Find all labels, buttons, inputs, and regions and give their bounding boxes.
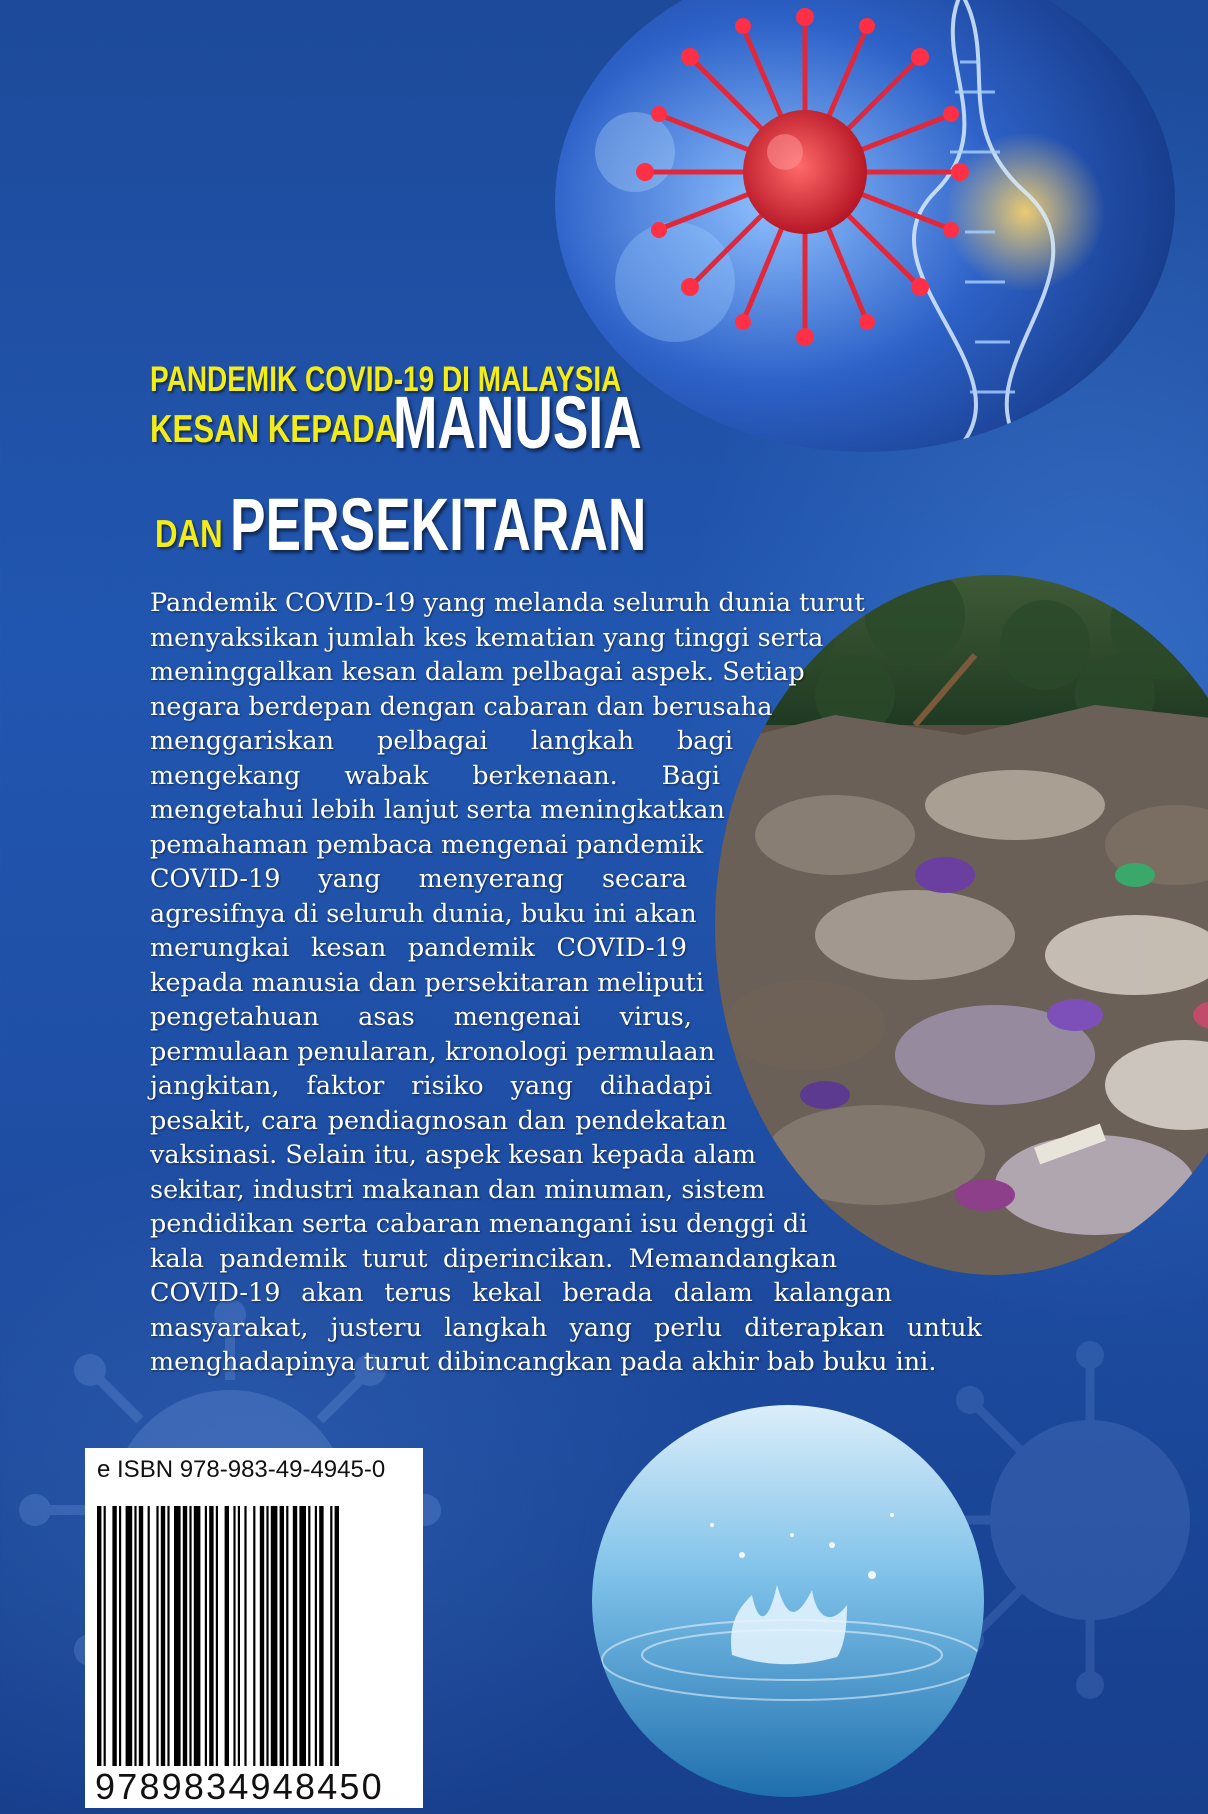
synopsis-line: pengetahuan asas mengenai virus, [150, 1002, 692, 1032]
barcode-bar [308, 1506, 310, 1766]
barcode-bar [286, 1506, 288, 1766]
barcode-bar [167, 1506, 169, 1766]
barcode-bar [134, 1506, 136, 1766]
title-line-1: PANDEMIK COVID-19 DI MALAYSIA [150, 360, 622, 399]
isbn-barcode-box [85, 1448, 423, 1808]
synopsis-line: negara berdepan dengan cabaran dan berusaha [150, 691, 773, 722]
coronavirus-dna-photo [555, 0, 1175, 452]
barcode-bar [299, 1506, 306, 1766]
barcode-bar [209, 1506, 213, 1766]
barcode-bar [156, 1506, 158, 1766]
barcode-bar [266, 1506, 268, 1766]
synopsis-line: vaksinasi. Selain itu, aspek kesan kepada alam [150, 1140, 757, 1170]
isbn-label: e ISBN 978-983-49-4945-0 [97, 1456, 386, 1483]
barcode-bar [97, 1506, 101, 1766]
title-manusia: MANUSIA [393, 381, 642, 464]
synopsis-line: merungkai kesan pandemik COVID-19 [150, 933, 687, 963]
barcode-icon [97, 1506, 413, 1766]
barcode-bar [280, 1506, 284, 1766]
synopsis-line: permulaan penularan, kronologi permulaan [150, 1036, 715, 1067]
synopsis-line: mengekang wabak berkenaan. Bagi [150, 760, 720, 791]
barcode-bar [271, 1506, 278, 1766]
barcode-bar [161, 1506, 165, 1766]
synopsis-line: pesakit, cara pendiagnosan dan pendekatan [150, 1105, 727, 1136]
barcode-bar [139, 1506, 143, 1766]
synopsis-line: meninggalkan kesan dalam pelbagai aspek. Setiap [150, 657, 805, 687]
synopsis-line: sekitar, industri makanan dan minuman, sistem [150, 1174, 766, 1205]
title-persekitaran: PERSEKITARAN [230, 483, 647, 566]
barcode-bar [183, 1506, 187, 1766]
barcode-bar [330, 1506, 332, 1766]
barcode-bar [238, 1506, 240, 1766]
barcode-bar [119, 1506, 121, 1766]
synopsis-line: pemahaman pembaca mengenai pandemik [150, 829, 704, 860]
barcode-bar [319, 1506, 323, 1766]
barcode-bar [335, 1506, 339, 1766]
title-kesan-kepada: KESAN KEPADA [150, 408, 398, 451]
synopsis-line: jangkitan, faktor risiko yang dihadapi [150, 1071, 712, 1101]
barcode-bar [233, 1506, 235, 1766]
barcode-bar [174, 1506, 181, 1766]
synopsis-line: menyaksikan jumlah kes kematian yang tinggi serta [150, 622, 824, 653]
synopsis-line: kala pandemik turut diperincikan. Memandangkan [150, 1243, 837, 1274]
synopsis-line: pendidikan serta cabaran menangani isu denggi di [150, 1209, 808, 1239]
barcode-bar [112, 1506, 116, 1766]
synopsis-line: kepada manusia dan persekitaran meliputi [150, 967, 705, 998]
synopsis-line: agresifnya di seluruh dunia, buku ini akan [150, 898, 697, 929]
synopsis-line: COVID-19 akan terus kekal berada dalam kalangan [150, 1278, 892, 1308]
synopsis-line: mengetahui lebih lanjut serta meningkatkan [150, 795, 725, 825]
synopsis-line: Pandemik COVID-19 yang melanda seluruh dunia turut [150, 588, 865, 618]
barcode-bar [104, 1506, 106, 1766]
barcode-digits: 9789834948450 [95, 1766, 384, 1807]
synopsis-line: masyarakat, justeru langkah yang perlu diterapkan untuk [150, 1312, 982, 1343]
synopsis-line: menggariskan pelbagai langkah bagi [150, 726, 733, 756]
barcode-bar [244, 1506, 246, 1766]
barcode-bar [253, 1506, 255, 1766]
barcode-bar [315, 1506, 317, 1766]
water-splash-photo [592, 1405, 984, 1797]
barcode-bar [225, 1506, 229, 1766]
barcode-bar [216, 1506, 218, 1766]
barcode-bar [194, 1506, 201, 1766]
barcode-bar [126, 1506, 133, 1766]
barcode-bar [205, 1506, 207, 1766]
book-synopsis [150, 586, 982, 1380]
synopsis-line: COVID-19 yang menyerang secara [150, 864, 687, 894]
barcode-bar [293, 1506, 297, 1766]
barcode-bar [260, 1506, 264, 1766]
title-dan: DAN [155, 513, 223, 556]
barcode-bar [148, 1506, 150, 1766]
barcode-bar [189, 1506, 191, 1766]
synopsis-line: menghadapinya turut dibincangkan pada akhir bab buku ini. [150, 1347, 937, 1377]
